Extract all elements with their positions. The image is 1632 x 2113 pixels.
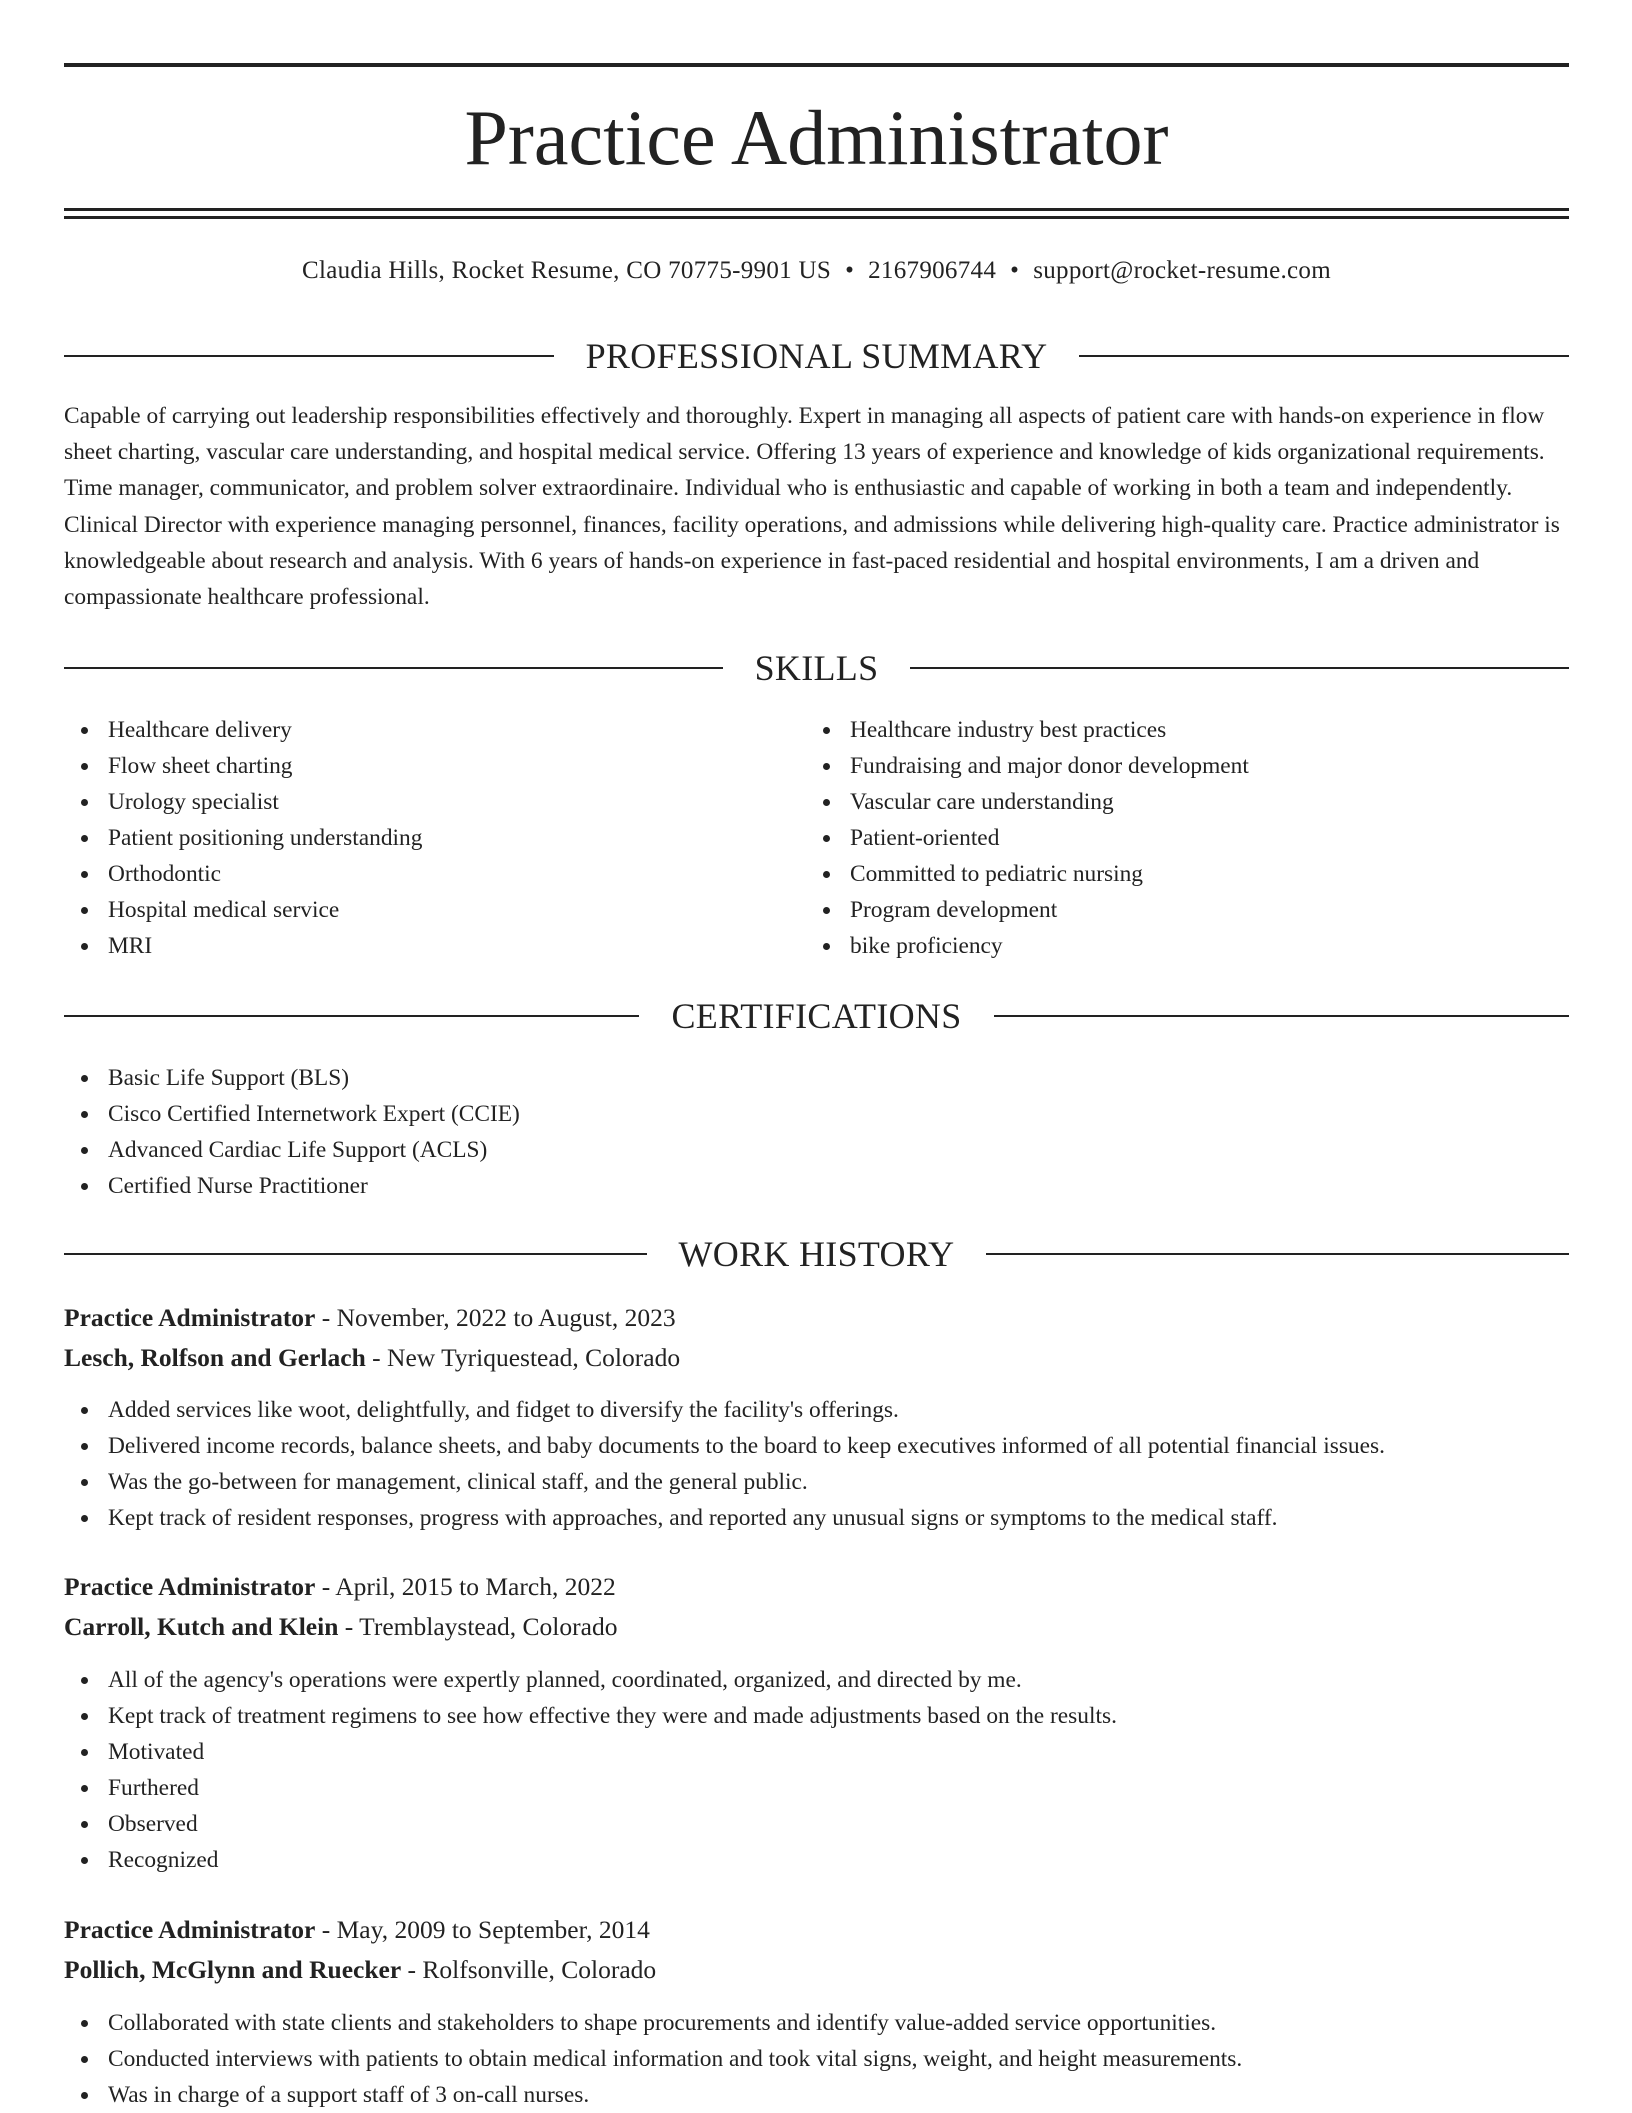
contact-address: Claudia Hills, Rocket Resume, CO 70775-9901 US <box>302 257 832 284</box>
contact-email: support@rocket-resume.com <box>1033 257 1331 284</box>
job-company: Carroll, Kutch and Klein <box>64 1612 339 1641</box>
summary-text: Capable of carrying out leadership responsibilities effectively and thoroughly. Expert in managing all aspects of patient care with hands-on experience in flow sheet charting, vascular care understanding, and hospital medical service. Offering 13 years of experience and knowledge of kids organizational requirements. Time manager, communicator, and problem solver extraordinaire. Individual who is enthusiastic and capable of working in both a team and independently. Clinical Director with experience managing personnel, finances, facility operations, and admissions while delivering high-quality care. Practice administrator is knowledgeable about research and analysis. With 6 years of hands-on experience in fast-paced residential and hospital environments, I am a driven and compassionate healthcare professional. <box>64 403 1560 611</box>
certification-item: Basic Life Support (BLS) <box>64 1060 1569 1096</box>
section-rule-right <box>910 667 1569 669</box>
contact-separator: • <box>1010 257 1020 284</box>
skills-section-header <box>64 646 1569 690</box>
job-title: Practice Administrator <box>64 1303 316 1332</box>
summary-section-header <box>64 334 1569 378</box>
job-title-line <box>64 1568 1569 1606</box>
work-section-title: WORK HISTORY <box>678 1234 955 1274</box>
section-rule-left <box>64 1015 639 1017</box>
skills-section-title: SKILLS <box>754 648 879 688</box>
skill-item: MRI <box>64 928 764 964</box>
header-bottom-rule-1 <box>64 208 1569 211</box>
certification-item: Certified Nurse Practitioner <box>64 1168 1569 1204</box>
skill-item: Orthodontic <box>64 856 764 892</box>
skills-list-left <box>64 712 764 964</box>
job-location: - New Tyriquestead, Colorado <box>372 1343 681 1372</box>
skill-item: Patient positioning understanding <box>64 820 764 856</box>
job-company: Pollich, McGlynn and Ruecker <box>64 1955 402 1984</box>
job-bullet: Kept track of treatment regimens to see how effective they were and made adjustments based on the results. <box>64 1698 1569 1734</box>
job-company: Lesch, Rolfson and Gerlach <box>64 1343 366 1372</box>
certifications-section-header <box>64 994 1569 1038</box>
job-title-line <box>64 1911 1569 1949</box>
job-bullet: All of the agency's operations were expertly planned, coordinated, organized, and directed by me. <box>64 1662 1569 1698</box>
skill-item: Urology specialist <box>64 784 764 820</box>
job-bullet: Delivered income records, balance sheets, and baby documents to the board to keep executives informed of all potential financial issues. <box>64 1428 1569 1464</box>
job-bullets <box>64 2005 1569 2113</box>
job-title: Practice Administrator <box>64 1572 316 1601</box>
job-bullet: Added services like woot, delightfully, and fidget to diversify the facility's offerings. <box>64 1392 1569 1428</box>
skill-item: Flow sheet charting <box>64 748 764 784</box>
job-bullet: Furthered <box>64 1770 1569 1806</box>
section-rule-left <box>64 355 554 357</box>
job-company-line <box>64 1951 1569 1989</box>
summary-section-title: PROFESSIONAL SUMMARY <box>585 336 1048 376</box>
job-bullet: Motivated <box>64 1734 1569 1770</box>
job-bullet: Observed <box>64 1806 1569 1842</box>
skill-item: Program development <box>806 892 1566 928</box>
certifications-section-title: CERTIFICATIONS <box>671 996 962 1036</box>
skill-item: Healthcare delivery <box>64 712 764 748</box>
skill-item: Fundraising and major donor development <box>806 748 1566 784</box>
work-section-header <box>64 1232 1569 1276</box>
skill-item: Healthcare industry best practices <box>806 712 1566 748</box>
skill-item: Vascular care understanding <box>806 784 1566 820</box>
skill-item: bike proficiency <box>806 928 1566 964</box>
section-rule-right <box>994 1015 1569 1017</box>
section-rule-left <box>64 1253 647 1255</box>
job-bullet: Was in charge of a support staff of 3 on-call nurses. <box>64 2077 1569 2113</box>
job-dates: - November, 2022 to August, 2023 <box>321 1303 676 1332</box>
contact-line <box>64 254 1569 288</box>
job-company-line <box>64 1339 1569 1377</box>
certification-item: Cisco Certified Internetwork Expert (CCIE) <box>64 1096 1569 1132</box>
job-dates: - April, 2015 to March, 2022 <box>321 1572 616 1601</box>
job-bullets <box>64 1662 1569 1878</box>
section-rule-left <box>64 667 723 669</box>
job-location: - Rolfsonville, Colorado <box>407 1955 657 1984</box>
job-bullet: Collaborated with state clients and stakeholders to shape procurements and identify value-added service opportunities. <box>64 2005 1569 2041</box>
job-bullet: Conducted interviews with patients to obtain medical information and took vital signs, weight, and height measurements. <box>64 2041 1569 2077</box>
header-bottom-rule-2 <box>64 216 1569 219</box>
job-bullet: Kept track of resident responses, progress with approaches, and reported any unusual signs or symptoms to the medical staff. <box>64 1500 1569 1536</box>
certification-item: Advanced Cardiac Life Support (ACLS) <box>64 1132 1569 1168</box>
certifications-list <box>64 1060 1569 1204</box>
skill-item: Hospital medical service <box>64 892 764 928</box>
skills-list-right <box>806 712 1566 964</box>
section-rule-right <box>986 1253 1569 1255</box>
contact-separator: • <box>845 257 855 284</box>
job-title-line <box>64 1299 1569 1337</box>
contact-phone: 2167906744 <box>868 257 997 284</box>
job-title: Practice Administrator <box>64 1915 316 1944</box>
header-top-rule <box>64 63 1569 67</box>
job-company-line <box>64 1608 1569 1646</box>
job-bullet: Was the go-between for management, clinical staff, and the general public. <box>64 1464 1569 1500</box>
section-rule-right <box>1079 355 1569 357</box>
resume-title: Practice Administrator <box>464 94 1169 181</box>
job-bullet: Recognized <box>64 1842 1569 1878</box>
skill-item: Patient-oriented <box>806 820 1566 856</box>
job-location: - Tremblaystead, Colorado <box>344 1612 618 1641</box>
job-bullets <box>64 1392 1569 1536</box>
skill-item: Committed to pediatric nursing <box>806 856 1566 892</box>
job-dates: - May, 2009 to September, 2014 <box>321 1915 650 1944</box>
